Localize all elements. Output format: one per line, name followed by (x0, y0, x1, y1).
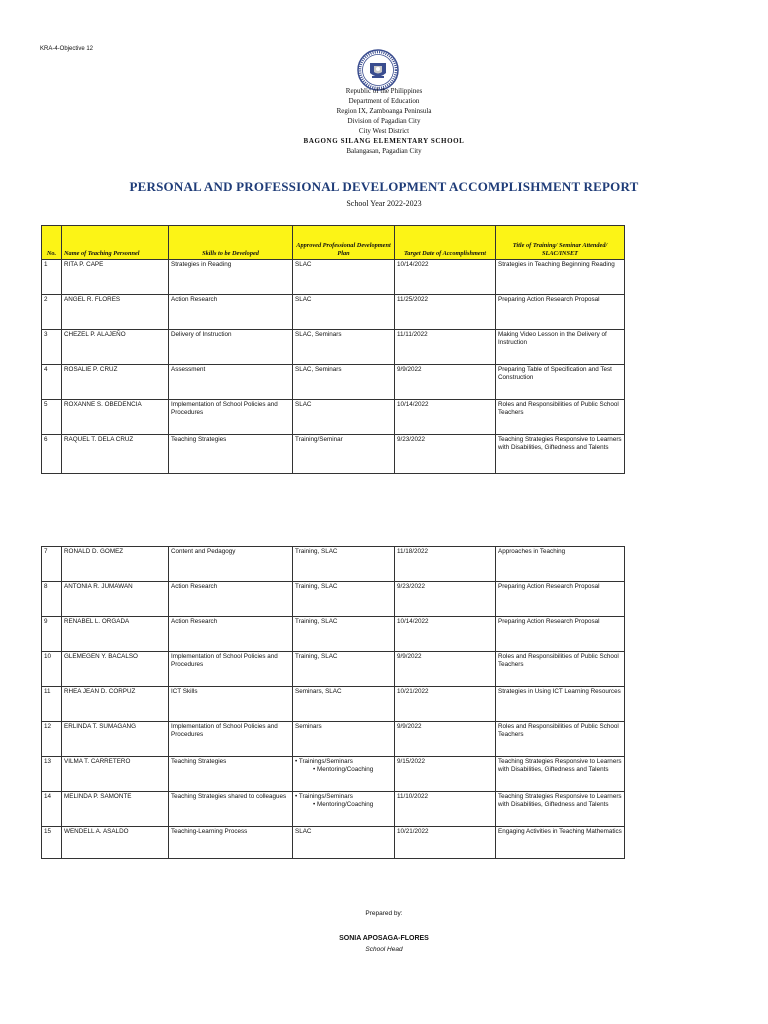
table-row (42, 722, 625, 757)
cell-title: Roles and Responsibilities of Public School Teachers (496, 400, 625, 435)
cell-title: Preparing Action Research Proposal (496, 295, 625, 330)
cell-skills: Teaching-Learning Process (169, 827, 293, 859)
cell-no: 2 (42, 295, 62, 330)
cell-no: 5 (42, 400, 62, 435)
table-row (42, 547, 625, 582)
table-row (42, 827, 625, 859)
cell-plan (293, 757, 395, 792)
cell-name: ERLINDA T. SUMAGANG (62, 722, 169, 757)
table-row (42, 757, 625, 792)
cell-target: 9/9/2022 (395, 365, 496, 400)
cell-skills: Teaching Strategies (169, 435, 293, 474)
cell-name: RONALD D. GOMEZ (62, 547, 169, 582)
cell-skills: Action Research (169, 295, 293, 330)
cell-no: 13 (42, 757, 62, 792)
table-row (42, 260, 625, 295)
cell-no: 14 (42, 792, 62, 827)
report-title: PERSONAL AND PROFESSIONAL DEVELOPMENT ACCOMPLISHMENT REPORT (129, 179, 639, 194)
cell-no: 6 (42, 435, 62, 474)
cell-skills: Implementation of School Policies and Procedures (169, 652, 293, 687)
cell-plan: SLAC (293, 260, 395, 295)
cell-skills: Assessment (169, 365, 293, 400)
cell-skills: Action Research (169, 582, 293, 617)
prepared-by-label: Prepared by: (365, 910, 403, 917)
cell-plan: SLAC, Seminars (293, 365, 395, 400)
letterhead (0, 86, 768, 156)
cell-plan: Training/Seminar (293, 435, 395, 474)
cell-target: 11/10/2022 (395, 792, 496, 827)
table-header-row (42, 226, 625, 260)
cell-skills: Teaching Strategies shared to colleagues (169, 792, 293, 827)
cell-skills: Implementation of School Policies and Procedures (169, 400, 293, 435)
plan-bullet: • Trainings/Seminars (295, 793, 353, 800)
cell-no: 7 (42, 547, 62, 582)
cell-name: ANGEL R. FLORES (62, 295, 169, 330)
table-row (42, 617, 625, 652)
letterhead-division: Division of Pagadian City (347, 117, 421, 125)
cell-skills: Content and Pedagogy (169, 547, 293, 582)
cell-skills: Strategies in Reading (169, 260, 293, 295)
cell-target: 10/14/2022 (395, 260, 496, 295)
cell-name: GLEMEGEN Y. BACALSO (62, 652, 169, 687)
table-row (42, 652, 625, 687)
table-row (42, 792, 625, 827)
cell-target: 9/23/2022 (395, 435, 496, 474)
cell-target: 10/21/2022 (395, 827, 496, 859)
cell-plan: Training, SLAC (293, 547, 395, 582)
col-header-target: Target Date of Accomplishment (395, 226, 496, 260)
letterhead-department: Department of Education (348, 97, 420, 105)
cell-name: ROSALIE P. CRUZ (62, 365, 169, 400)
cell-target: 11/25/2022 (395, 295, 496, 330)
cell-no: 12 (42, 722, 62, 757)
cell-name: MELINDA P. SAMONTE (62, 792, 169, 827)
signatory-role: School Head (365, 946, 403, 953)
cell-name: VILMA T. CARRETERO (62, 757, 169, 792)
table-row (42, 365, 625, 400)
cell-target: 9/23/2022 (395, 582, 496, 617)
cell-plan: Training, SLAC (293, 652, 395, 687)
plan-bullet: • Trainings/Seminars (295, 758, 353, 765)
cell-plan (293, 792, 395, 827)
cell-no: 15 (42, 827, 62, 859)
cell-target: 11/11/2022 (395, 330, 496, 365)
letterhead-region: Region IX, Zamboanga Peninsula (336, 107, 432, 115)
table-row (42, 582, 625, 617)
cell-name: WENDELL A. ASALDO (62, 827, 169, 859)
deped-seal-icon (357, 49, 399, 91)
cell-title: Preparing Action Research Proposal (496, 617, 625, 652)
cell-title: Making Video Lesson in the Delivery of Instruction (496, 330, 625, 365)
cell-no: 11 (42, 687, 62, 722)
table-row (42, 435, 625, 474)
cell-plan: SLAC (293, 400, 395, 435)
cell-plan: Training, SLAC (293, 582, 395, 617)
cell-name: ANTONIA R. JUMAWAN (62, 582, 169, 617)
cell-target: 10/14/2022 (395, 400, 496, 435)
cell-target: 10/14/2022 (395, 617, 496, 652)
letterhead-address: Balangasan, Pagadian City (346, 147, 422, 155)
cell-plan: SLAC (293, 295, 395, 330)
table-row (42, 400, 625, 435)
cell-title: Roles and Responsibilities of Public School Teachers (496, 722, 625, 757)
cell-target: 10/21/2022 (395, 687, 496, 722)
cell-title: Strategies in Using ICT Learning Resources (496, 687, 625, 722)
cell-title: Preparing Action Research Proposal (496, 582, 625, 617)
cell-target: 9/15/2022 (395, 757, 496, 792)
school-year: School Year 2022-2023 (346, 199, 422, 208)
cell-skills: Implementation of School Policies and Procedures (169, 722, 293, 757)
col-header-name: Name of Teaching Personnel (62, 226, 169, 260)
cell-no: 10 (42, 652, 62, 687)
cell-name: RITA P. CAPE (62, 260, 169, 295)
cell-no: 9 (42, 617, 62, 652)
col-header-title: Title of Training/ Seminar Attended/ SLAC/INSET (496, 226, 625, 260)
cell-plan: Seminars, SLAC (293, 687, 395, 722)
col-header-plan: Approved Professional Development Plan (293, 226, 395, 260)
cell-title: Teaching Strategies Responsive to Learners with Disabilities, Giftedness and Talents (496, 757, 625, 792)
cell-title: Engaging Activities in Teaching Mathematics (496, 827, 625, 859)
cell-title: Approaches in Teaching (496, 547, 625, 582)
table-row (42, 687, 625, 722)
document-code: KRA-4-Objective 12 (40, 46, 94, 52)
cell-name: RENABEL L. ORGADA (62, 617, 169, 652)
plan-bullet: • Mentoring/Coaching (313, 801, 374, 808)
cell-name: RAQUEL T. DELA CRUZ (62, 435, 169, 474)
letterhead-district: City West District (358, 127, 410, 135)
cell-title: Roles and Responsibilities of Public School Teachers (496, 652, 625, 687)
col-header-no: No. (42, 226, 62, 260)
cell-plan: SLAC (293, 827, 395, 859)
cell-target: 9/9/2022 (395, 652, 496, 687)
table-row (42, 330, 625, 365)
cell-title: Teaching Strategies Responsive to Learners with Disabilities, Giftedness and Talents (496, 792, 625, 827)
cell-plan: Training, SLAC (293, 617, 395, 652)
cell-plan: Seminars (293, 722, 395, 757)
cell-title: Teaching Strategies Responsive to Learners with Disabilities, Giftedness and Talents (496, 435, 625, 474)
cell-name: ROXANNE S. OBEDENCIA (62, 400, 169, 435)
cell-no: 1 (42, 260, 62, 295)
signatory-name: SONIA APOSAGA-FLORES (339, 935, 429, 942)
cell-skills: Action Research (169, 617, 293, 652)
cell-no: 3 (42, 330, 62, 365)
cell-skills: Teaching Strategies (169, 757, 293, 792)
table-row (42, 295, 625, 330)
letterhead-school: BAGONG SILANG ELEMENTARY SCHOOL (303, 137, 465, 145)
cell-target: 9/9/2022 (395, 722, 496, 757)
cell-skills: Delivery of Instruction (169, 330, 293, 365)
cell-no: 4 (42, 365, 62, 400)
plan-bullet: • Mentoring/Coaching (313, 766, 374, 773)
accomplishment-table-page-1 (41, 225, 625, 474)
accomplishment-table-page-2 (41, 546, 625, 859)
cell-skills: ICT Skills (169, 687, 293, 722)
cell-target: 11/18/2022 (395, 547, 496, 582)
cell-title: Strategies in Teaching Beginning Reading (496, 260, 625, 295)
cell-name: CHEZEL P. ALAJEÑO (62, 330, 169, 365)
col-header-skills: Skills to be Developed (169, 226, 293, 260)
cell-name: RHEA JEAN D. CORPUZ (62, 687, 169, 722)
cell-plan: SLAC, Seminars (293, 330, 395, 365)
letterhead-republic: Republic of the Philippines (345, 87, 423, 95)
cell-title: Preparing Table of Specification and Test Construction (496, 365, 625, 400)
cell-no: 8 (42, 582, 62, 617)
